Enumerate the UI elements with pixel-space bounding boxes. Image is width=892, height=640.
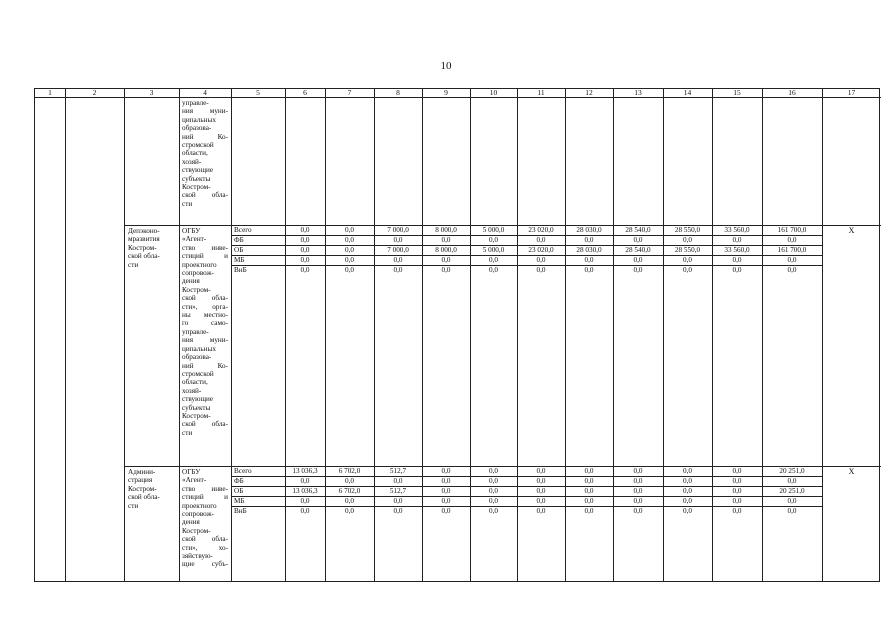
funding-value: 0,0	[441, 507, 451, 515]
funding-value: 0,0	[732, 507, 742, 515]
funding-value: 0,0	[300, 256, 310, 264]
column-header: 6	[303, 88, 307, 97]
column-header: 10	[489, 88, 498, 97]
co-executors: ОГБУ «Агент- ство инве- стиций и проектного сопровож- дения Костром- ской обла- сти», орга- ны местно- го само- управле- ния муни- ципальных образова- ний Ко- стромской области, хозяй- ствующие субъекты Костром- ской обла- сти	[182, 227, 228, 437]
funding-value: 0,0	[300, 226, 310, 234]
funding-value: 0,0	[732, 266, 742, 274]
funding-value: 0,0	[536, 487, 546, 495]
funding-value: 0,0	[732, 477, 742, 485]
funding-value: 13 036,3	[292, 487, 318, 495]
funding-value: 0,0	[584, 467, 594, 475]
funding-value: 7 000,0	[387, 226, 409, 234]
funding-value: 0,0	[536, 266, 546, 274]
funding-value: 0,0	[489, 497, 498, 505]
funding-value: 0,0	[787, 497, 797, 505]
funding-source: ВнБ	[234, 266, 247, 274]
header-divider	[35, 97, 881, 98]
funding-value: 0,0	[633, 266, 643, 274]
funding-value: 0,0	[489, 256, 498, 264]
funding-value: 0,0	[536, 497, 546, 505]
funding-value: 20 251,0	[779, 487, 805, 495]
funding-value: 0,0	[633, 477, 643, 485]
funding-source: Всего	[234, 226, 252, 234]
funding-value: 0,0	[787, 507, 797, 515]
funding-value: 0,0	[345, 256, 354, 264]
funding-value: 0,0	[441, 487, 451, 495]
funding-value: 0,0	[345, 246, 354, 254]
funding-value: 0,0	[489, 266, 498, 274]
funding-value: 0,0	[683, 266, 692, 274]
funding-value: 0,0	[584, 256, 594, 264]
funding-value: 0,0	[300, 246, 310, 254]
co-executors: ОГБУ «Агент- ство инве- стиций и проектного сопровож- дения Костром- ской обла- сти», хо- зяйствую- щие субъ-	[182, 468, 228, 569]
funding-value: 0,0	[441, 497, 451, 505]
funding-value: 0,0	[633, 487, 643, 495]
funding-value: 0,0	[787, 256, 797, 264]
funding-value: 5 000,0	[482, 246, 505, 254]
funding-value: 0,0	[732, 467, 742, 475]
funding-value: 0,0	[683, 497, 692, 505]
funding-value: 33 560,0	[724, 226, 750, 234]
funding-value: 6 702,0	[338, 487, 361, 495]
column-header: 8	[396, 88, 400, 97]
column-divider	[822, 89, 823, 581]
funding-value: 161 700,0	[777, 246, 807, 254]
funding-value: 0,0	[441, 256, 451, 264]
funding-value: 5 000,0	[482, 226, 505, 234]
funding-value: 0,0	[732, 236, 742, 244]
responsible-executor: Админи- страция Костром- ской обла- сти	[128, 468, 160, 510]
funding-value: 0,0	[584, 266, 594, 274]
funding-value: 0,0	[787, 477, 797, 485]
funding-value: 0,0	[489, 236, 498, 244]
funding-value: 0,0	[393, 256, 403, 264]
funding-value: 0,0	[732, 497, 742, 505]
target-indicator: Х	[848, 467, 855, 476]
funding-value: 28 030,0	[576, 226, 602, 234]
funding-value: 0,0	[633, 467, 643, 475]
funding-value: 512,7	[389, 467, 407, 475]
funding-value: 0,0	[536, 236, 546, 244]
funding-value: 0,0	[300, 497, 310, 505]
funding-value: 0,0	[345, 226, 354, 234]
funding-value: 0,0	[345, 236, 354, 244]
funding-value: 0,0	[683, 236, 692, 244]
funding-source: ВнБ	[234, 507, 247, 515]
column-header: 14	[683, 88, 692, 97]
funding-value: 0,0	[536, 477, 546, 485]
funding-source: МБ	[234, 256, 245, 264]
column-divider	[179, 89, 180, 581]
funding-value: 28 550,0	[674, 226, 701, 234]
funding-value: 0,0	[393, 266, 403, 274]
funding-value: 0,0	[300, 266, 310, 274]
column-divider	[65, 89, 66, 581]
column-header: 11	[537, 88, 545, 97]
funding-value: 0,0	[633, 497, 643, 505]
funding-value: 8 000,0	[435, 226, 457, 234]
funding-source: ФБ	[234, 236, 244, 244]
responsible-executor: Депэконо- мразвития Костром- ской обла- сти	[128, 227, 160, 269]
funding-value: 0,0	[345, 497, 354, 505]
column-header: 12	[585, 88, 593, 97]
funding-value: 0,0	[584, 477, 594, 485]
funding-value: 0,0	[683, 256, 692, 264]
column-header: 5	[256, 88, 260, 97]
funding-value: 0,0	[633, 236, 643, 244]
funding-value: 0,0	[441, 467, 451, 475]
funding-value: 0,0	[683, 477, 692, 485]
funding-value: 161 700,0	[777, 226, 807, 234]
funding-value: 0,0	[584, 507, 594, 515]
column-header: 9	[444, 88, 448, 97]
column-header: 4	[203, 88, 207, 97]
funding-value: 23 020,0	[528, 246, 554, 254]
funding-value: 0,0	[345, 266, 354, 274]
funding-value: 0,0	[787, 266, 797, 274]
funding-value: 23 020,0	[528, 226, 554, 234]
column-header: 15	[733, 88, 741, 97]
column-header: 7	[347, 88, 352, 97]
funding-value: 0,0	[393, 497, 403, 505]
funding-value: 512,7	[389, 487, 407, 495]
funding-value: 28 540,0	[625, 226, 651, 234]
column-header: 3	[149, 88, 154, 97]
funding-value: 0,0	[300, 507, 310, 515]
target-indicator: Х	[848, 226, 855, 235]
funding-value: 6 702,0	[338, 467, 361, 475]
column-divider	[124, 89, 125, 581]
funding-value: 0,0	[584, 497, 594, 505]
page-number: 10	[440, 60, 452, 72]
funding-value: 0,0	[489, 487, 498, 495]
funding-value: 0,0	[393, 477, 403, 485]
funding-value: 20 251,0	[779, 467, 805, 475]
funding-value: 0,0	[393, 236, 403, 244]
column-header: 13	[634, 88, 642, 97]
budget-table	[34, 88, 880, 582]
column-header: 1	[48, 88, 52, 97]
funding-source: Всего	[234, 467, 252, 475]
funding-value: 0,0	[489, 467, 498, 475]
funding-value: 0,0	[300, 236, 310, 244]
funding-value: 0,0	[732, 256, 742, 264]
funding-value: 0,0	[393, 507, 403, 515]
column-header: 17	[847, 88, 856, 97]
column-header: 2	[92, 88, 97, 97]
funding-value: 28 550,0	[674, 246, 701, 254]
funding-value: 0,0	[345, 477, 354, 485]
funding-value: 0,0	[300, 477, 310, 485]
funding-value: 0,0	[536, 507, 546, 515]
funding-value: 0,0	[683, 467, 692, 475]
funding-value: 0,0	[584, 236, 594, 244]
funding-source: ФБ	[234, 477, 244, 485]
executors-text: управле- ния муни- ципальных образова- ний Ко- стромской области, хозяй- ствующие субъекты Костром- ской обла- сти	[182, 99, 228, 208]
funding-value: 7 000,0	[387, 246, 409, 254]
funding-source: ОБ	[234, 487, 244, 495]
funding-value: 0,0	[489, 507, 498, 515]
column-header: 16	[788, 88, 796, 97]
funding-value: 0,0	[787, 236, 797, 244]
funding-value: 28 540,0	[625, 246, 651, 254]
funding-source: ОБ	[234, 246, 244, 254]
funding-source: МБ	[234, 497, 245, 505]
funding-value: 33 560,0	[724, 246, 750, 254]
funding-value: 13 036,3	[292, 467, 318, 475]
funding-value: 0,0	[633, 256, 643, 264]
funding-value: 0,0	[441, 266, 451, 274]
funding-value: 0,0	[584, 487, 594, 495]
funding-value: 28 030,0	[576, 246, 602, 254]
funding-value: 0,0	[732, 487, 742, 495]
column-divider	[231, 89, 232, 581]
funding-value: 0,0	[683, 487, 692, 495]
funding-value: 0,0	[536, 256, 546, 264]
funding-value: 0,0	[441, 236, 451, 244]
funding-value: 0,0	[633, 507, 643, 515]
funding-value: 0,0	[441, 477, 451, 485]
funding-value: 0,0	[489, 477, 498, 485]
funding-value: 8 000,0	[435, 246, 457, 254]
funding-value: 0,0	[536, 467, 546, 475]
funding-value: 0,0	[683, 507, 692, 515]
funding-value: 0,0	[345, 507, 354, 515]
